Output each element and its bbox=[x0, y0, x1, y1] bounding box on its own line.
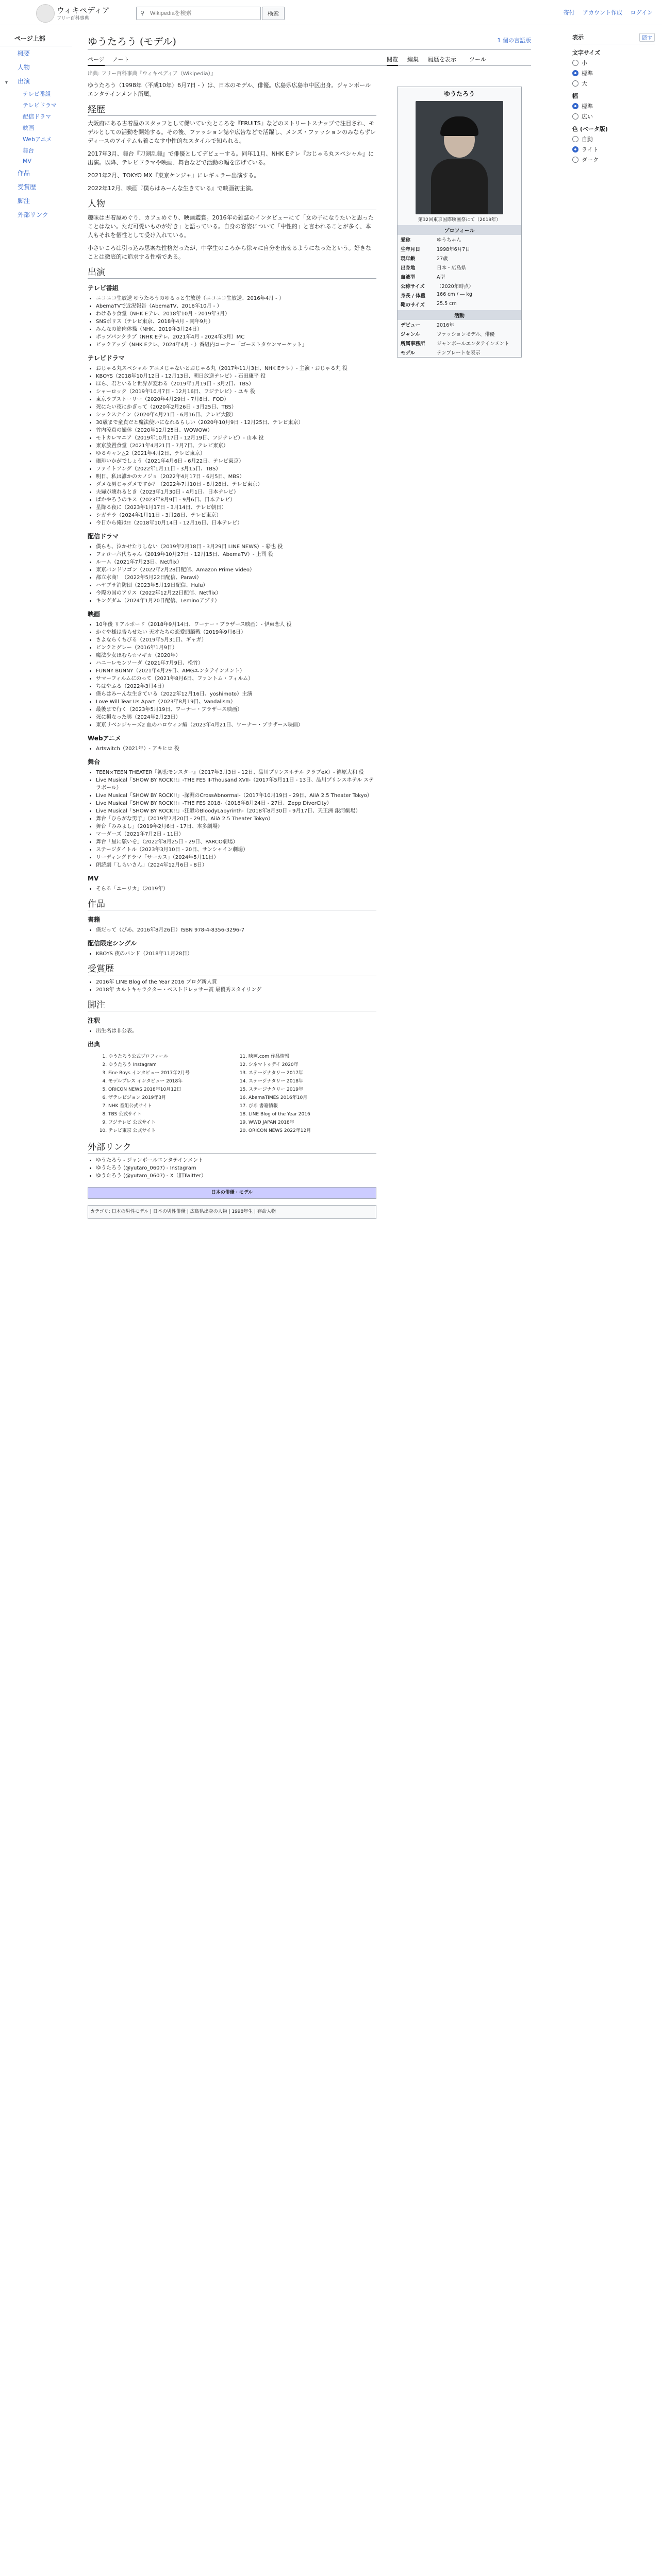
person-p2: 小さいころは引っ込み思案な性格だったが、中学生のころから徐々に自分を出せるようになったという。好きなことは徹底的に追求する性格である。 bbox=[88, 245, 371, 260]
infobox-row: 所属事務所 ジャンポールエンタテインメント bbox=[401, 341, 509, 347]
list-item: • KBOYS 夜のバンド（2018年11月28日） bbox=[96, 950, 376, 958]
category-bar[interactable]: カテゴリ: 日本の男性モデル | 日本の男性俳優 | 広島県出身の人物 | 1998年生 | 存命人物 bbox=[88, 1205, 376, 1219]
header bbox=[0, 0, 662, 25]
infobox-career-rows bbox=[398, 320, 521, 357]
toc-item-awards[interactable]: 受賞歴 bbox=[18, 183, 37, 191]
stream-list bbox=[88, 543, 376, 605]
tab-tools[interactable]: ツール bbox=[469, 56, 486, 63]
list-item: 13. ステージナタリー 2017年 bbox=[249, 1070, 376, 1077]
list-item: • かぐや様は告らせたい 天才たちの恋愛頭脳戦（2019年9月6日） bbox=[96, 629, 376, 636]
list-item: • 30歳まで童貞だと魔法使いになれるらしい（2020年10月9日 - 12月25日、テレビ東京） bbox=[96, 419, 376, 427]
toc-sub-mv[interactable]: MV bbox=[23, 158, 32, 164]
wikipedia-logo[interactable] bbox=[36, 4, 55, 23]
photo-caption: 第32回東京国際映画祭にて（2019年） bbox=[418, 217, 501, 223]
appearance-header bbox=[572, 31, 655, 44]
list-item: • Artswitch（2021年）- アキヒロ 役 bbox=[96, 745, 376, 753]
list-item: • ほら、君といると世界が変わる（2019年1月19日 - 3月2日、TBS） bbox=[96, 380, 376, 388]
list-item: • Live Musical「SHOW BY ROCK!!」-狂騒のBloodyLabyrinth-（2018年8月30日 - 9月17日、天王洲 銀河劇場） bbox=[96, 807, 376, 815]
list-item: • 2018年 カルトキャラクター・ベストドレッサー賞 最優秀スタイリング bbox=[96, 986, 376, 994]
heading-stream: 配信ドラマ bbox=[88, 533, 119, 540]
list-item: • 東京バンドワゴン（2022年2月28日配信、Amazon Prime Video） bbox=[96, 566, 376, 574]
toc-heading[interactable]: ページ上部 bbox=[0, 31, 72, 46]
list-item: • モトカレマニア（2019年10月17日 - 12月19日、フジテレビ）- 山本 役 bbox=[96, 434, 376, 442]
list-item: 2. ゆうたろう Instagram bbox=[108, 1062, 236, 1069]
movie-list bbox=[88, 621, 376, 729]
color-auto[interactable]: 自動 bbox=[572, 135, 655, 143]
list-item: 20. ORICON NEWS 2022年12月 bbox=[249, 1128, 376, 1134]
list-item: • シャーロック（2019年10月7日 - 12月16日、フジテレビ）- ユキ 役 bbox=[96, 388, 376, 396]
summary-p4: 2022年12月、映画『僕らはみーんな生きている』で映画初主演。 bbox=[88, 185, 257, 192]
list-item: • Live Musical「SHOW BY ROCK!!」-深淵のCrossAbnormal-（2017年10月19日 - 29日、AiiA 2.5 Theater Tokyo） bbox=[96, 792, 376, 800]
list-item: • リーディングドラマ「サーカス」（2024年5月11日） bbox=[96, 854, 376, 861]
infobox-row: 現年齢 27歳 bbox=[401, 256, 448, 262]
toc-item-person[interactable]: 人物 bbox=[18, 64, 30, 71]
infobox-row: モデル テンプレートを表示 bbox=[401, 350, 481, 356]
book-list bbox=[88, 926, 376, 934]
tab-edit[interactable]: 編集 bbox=[407, 56, 419, 63]
list-item: • 東京リベンジャーズ2 血のハロウィン編（2023年4月21日、ワーナー・ブラザース映画） bbox=[96, 721, 376, 729]
hide-button[interactable]: 隠す bbox=[639, 33, 655, 42]
tab-talk[interactable]: ノート bbox=[112, 56, 129, 63]
infobox-row: 生年月日 1998年6月7日 bbox=[401, 247, 470, 252]
list-item: 11. 映画.com 作品情報 bbox=[249, 1054, 376, 1060]
list-item: 17. ぴあ 書籍情報 bbox=[249, 1103, 376, 1110]
tagline: 出典: フリー百科事典『ウィキペディア（Wikipedia）』 bbox=[88, 71, 216, 77]
list-item: • わけあり食堂（NHK Eテレ、2018年10月 - 2019年3月） bbox=[96, 310, 376, 318]
infobox bbox=[397, 87, 522, 358]
list-item: 6. ザテレビジョン 2019年3月 bbox=[108, 1095, 236, 1101]
summary-p1: 大阪府にある古着屋のスタッフとして働いていたところを『FRUiTS』などのストリートスナップで注目され、モデルとしての活動を開始する。その後、ファッション誌や広告などで活躍し、メンズ・ファッションのみならずレディースのアイテムも着こなす中性的なスタイルで知られる。 bbox=[88, 120, 376, 144]
create-account-link[interactable]: アカウント作成 bbox=[583, 9, 623, 16]
summary-p3: 2021年2月、TOKYO MX『東京ケンジャ』にレギュラー出演する。 bbox=[88, 172, 260, 179]
list-item: • 明日、私は誰かのカノジョ（2022年4月17日 - 6月5日、MBS） bbox=[96, 473, 376, 481]
search-input[interactable] bbox=[137, 7, 259, 20]
list-item: • 僕らはみーんな生きている（2022年12月16日、yoshimoto）主演 bbox=[96, 690, 376, 698]
infobox-row: 靴のサイズ 25.5 cm bbox=[401, 301, 457, 308]
list-item: 4. モデルプレス インタビュー 2018年 bbox=[108, 1078, 236, 1085]
list-item: • SNSポリス（テレビ東京、2018年4月 - 同年9月） bbox=[96, 318, 376, 326]
list-item: • ファイトソング（2022年1月11日 - 3月15日、TBS） bbox=[96, 465, 376, 473]
drama-list bbox=[88, 365, 376, 527]
infobox-row: デビュー 2016年 bbox=[401, 323, 454, 328]
list-item: • 珈琲いかがでしょう（2021年4月6日 - 6月22日、テレビ東京） bbox=[96, 457, 376, 465]
donate-link[interactable]: 寄付 bbox=[563, 9, 575, 16]
login-link[interactable]: ログイン bbox=[630, 9, 653, 16]
title-row bbox=[88, 31, 531, 50]
list-item: • みんなの筋肉体操（NHK、2019年3月24日） bbox=[96, 326, 376, 333]
list-item: • 僕だって（ぴあ、2016年8月26日）ISBN 978-4-8356-3296-7 bbox=[96, 926, 376, 934]
list-item: • ルーム（2021年7月23日、Netflix） bbox=[96, 558, 376, 566]
intro-paragraph: ゆうたろう（1998年〈平成10年〉6月7日 - ）は、日本のモデル、俳優。広島県広島市中区出身。ジャンポールエンタテインメント所属。 bbox=[88, 82, 371, 97]
toc-item-links[interactable]: 外部リンク bbox=[18, 211, 48, 218]
search-box bbox=[136, 7, 261, 20]
list-item: • 夫婦が壊れるとき（2023年1月30日 - 4月1日、日本テレビ） bbox=[96, 488, 376, 496]
list-item: • 最後まで行く（2023年5月19日、ワーナー・ブラザース映画） bbox=[96, 706, 376, 714]
toc-sub-stage[interactable]: 舞台 bbox=[23, 147, 34, 154]
toc-sub-anime[interactable]: Webアニメ bbox=[23, 136, 52, 143]
heading-single: 配信限定シングル bbox=[88, 940, 137, 947]
list-item: • 2016年 LINE Blog of the Year 2016 ブログ新人賞 bbox=[96, 978, 376, 986]
mv-list bbox=[88, 885, 376, 893]
toc-sub-drama[interactable]: テレビドラマ bbox=[23, 102, 57, 109]
list-item: • 僕らも、泣かせたりしない（2019年2月18日 - 3月29日 LINE NEWS）- 彩也 役 bbox=[96, 543, 376, 551]
navbox-title[interactable]: 日本の俳優・モデル bbox=[88, 1188, 376, 1198]
text-size-large[interactable]: 大 bbox=[572, 79, 655, 88]
list-item: • ポップパンクラブ（NHK Eテレ、2021年4月 - 2024年3月）MC bbox=[96, 333, 376, 341]
infobox-row: 愛称 ゆうちゃん bbox=[401, 238, 461, 243]
list-item: • 東京放置食堂（2021年4月21日 - 7月7日、テレビ東京） bbox=[96, 442, 376, 450]
heading-movie: 映画 bbox=[88, 611, 101, 618]
list-item: • 今際の国のアリス（2022年12月22日配信、Netflix） bbox=[96, 589, 376, 597]
list-item: • ハニーレモンソーダ（2021年7月9日、松竹） bbox=[96, 659, 376, 667]
profile-photo[interactable] bbox=[416, 101, 503, 214]
site-sub: フリー百科事典 bbox=[57, 16, 89, 21]
infobox-rows bbox=[398, 235, 521, 309]
list-item: • KBOYS（2018年10月12日 - 12月13日、朝日放送テレビ）- 石田康平 役 bbox=[96, 372, 376, 380]
heading-awards: 受賞歴 bbox=[88, 965, 376, 975]
article-body bbox=[88, 81, 376, 1219]
toc-item-appear[interactable] bbox=[0, 74, 72, 88]
list-item: • TEEN×TEEN THEATER『初恋モンスター』（2017年3月3日 - 12日、品川プリンスホテル クラブeX）- 篠原大和 役 bbox=[96, 769, 376, 776]
list-item: 3. Fine Boys インタビュー 2017年2月号 bbox=[108, 1070, 236, 1077]
user-links bbox=[557, 8, 653, 16]
tab-page[interactable]: ページ bbox=[88, 55, 105, 66]
infobox-section-career: 活動 bbox=[398, 310, 521, 320]
list-item: 7. NHK 番組公式サイト bbox=[108, 1103, 236, 1110]
tab-read[interactable]: 閲覧 bbox=[387, 55, 398, 66]
list-item: • マーダーズ（2021年7月2日 - 11日） bbox=[96, 831, 376, 838]
list-item: 18. LINE Blog of the Year 2016 bbox=[249, 1111, 376, 1118]
list-item: • ニコニコ生放送 ゆうたろうのゆるっと生放送（ニコニコ生放送、2016年4月 - ） bbox=[96, 295, 376, 302]
list-item: • サマーフィルムにのって（2021年8月6日、ファントム・フィルム） bbox=[96, 675, 376, 683]
list-item: • 舞台「みみよし」（2019年2月6日 - 17日、本多劇場） bbox=[96, 823, 376, 831]
list-item: 8. TBS 公式サイト bbox=[108, 1111, 236, 1118]
list-item: • おじゃる丸スペシャル アニメじゃないとおじゃる丸（2017年11月3日、NHK Eテレ）- 主演・おじゃる丸 役 bbox=[96, 365, 376, 372]
heading-drama: テレビドラマ bbox=[88, 354, 125, 362]
references-list bbox=[88, 1054, 376, 1136]
list-item: • ゆうたろう (@yutaro_0607) - X（旧Twitter） bbox=[96, 1172, 376, 1180]
search-icon: ⚲ bbox=[140, 10, 145, 16]
heading-note-sub: 注釈 bbox=[88, 1017, 101, 1024]
width-standard[interactable]: 標準 bbox=[572, 102, 655, 110]
page-tabs bbox=[88, 52, 531, 66]
list-item: • さよならくちびる（2019年5月31日、ギャガ） bbox=[96, 636, 376, 644]
heading-works: 作品 bbox=[88, 900, 376, 910]
color-dark[interactable]: ダーク bbox=[572, 156, 655, 164]
appearance-title: 表示 bbox=[572, 34, 584, 41]
language-button[interactable]: 1 個の言語版 bbox=[497, 37, 531, 44]
list-item: • 舞台「ひらがな男子」（2019年7月20日 - 29日、AiiA 2.5 Theater Tokyo） bbox=[96, 815, 376, 823]
list-item: • 都立水商！（2022年5月22日配信、Paravi） bbox=[96, 574, 376, 582]
list-item: • キングダム（2024年1月20日配信、Leminoアプリ） bbox=[96, 597, 376, 605]
list-item: 19. WWD JAPAN 2018年 bbox=[249, 1120, 376, 1126]
search-button[interactable]: 検索 bbox=[262, 7, 285, 20]
toc-item-summary[interactable]: 概要 bbox=[18, 50, 30, 57]
toc-item-works[interactable]: 作品 bbox=[18, 170, 30, 177]
list-item: • シックスナイン（2020年4月21日 - 6月16日、テレビ大阪） bbox=[96, 411, 376, 419]
list-item: • 出生名は非公表。 bbox=[96, 1027, 376, 1035]
list-item: • ゆるキャン△2（2021年4月2日、テレビ東京） bbox=[96, 450, 376, 457]
infobox-title: ゆうたろう bbox=[443, 90, 475, 97]
infobox-row: 身長 / 体重 166 cm / ― kg bbox=[401, 292, 472, 299]
list-item: • ゆうたろう (@yutaro_0607) - Instagram bbox=[96, 1164, 376, 1172]
list-item: • 星降る夜に（2023年1月17日 - 3月14日、テレビ朝日） bbox=[96, 504, 376, 512]
list-item: • 東京ラブストーリー（2020年4月29日 - 7月8日、FOD） bbox=[96, 396, 376, 403]
width-label: 幅 bbox=[572, 93, 578, 99]
list-item: • シガテラ（2024年1月11日 - 3月28日、テレビ東京） bbox=[96, 512, 376, 519]
list-item: • ゆうたろう - ジャンポールエンタテインメント bbox=[96, 1157, 376, 1164]
color-label: 色 (ベータ版) bbox=[572, 126, 608, 132]
main-content bbox=[88, 31, 531, 1219]
text-size-label: 文字サイズ bbox=[572, 49, 601, 56]
list-item: • Love Will Tear Us Apart（2023年8月19日、Vandalism） bbox=[96, 698, 376, 706]
list-item: 5. ORICON NEWS 2018年10月12日 bbox=[108, 1087, 236, 1093]
chevron-down-icon[interactable]: ▾ bbox=[5, 80, 8, 86]
infobox-row: ジャンル ファッションモデル、俳優 bbox=[401, 332, 495, 337]
list-item: • ピックアップ（NHK Eテレ、2024年4月 - ）番組内コーナー「ゴーストタウンマーケット」 bbox=[96, 341, 376, 349]
list-item: 14. ステージナタリー 2018年 bbox=[249, 1078, 376, 1085]
text-size-standard[interactable]: 標準 bbox=[572, 69, 655, 77]
heading-stage: 舞台 bbox=[88, 758, 101, 766]
page-title: ゆうたろう (モデル) bbox=[88, 36, 176, 47]
summary-p2: 2017年3月、舞台『刀剣乱舞』で俳優としてデビューする。同年11月、NHK Eテレ『おじゃる丸スペシャル』に出演。以降、テレビドラマや映画、舞台などで活動の幅を広げている。 bbox=[88, 150, 374, 166]
heading-mv: MV bbox=[88, 875, 99, 882]
list-item: • FUNNY BUNNY（2021年4月29日、AMGエンタテインメント） bbox=[96, 667, 376, 675]
list-item: 9. フジテレビ 公式サイト bbox=[108, 1120, 236, 1126]
notes-list bbox=[88, 1027, 376, 1035]
tab-history[interactable]: 履歴を表示 bbox=[428, 56, 456, 63]
list-item: • 魔法少女ほむら☆マギカ（2020年） bbox=[96, 652, 376, 659]
tv-list bbox=[88, 295, 376, 349]
heading-source: 出典 bbox=[88, 1041, 101, 1048]
single-list bbox=[88, 950, 376, 958]
heading-summary: 経歴 bbox=[88, 106, 376, 116]
toc-sub-tv[interactable]: テレビ番組 bbox=[23, 91, 51, 97]
infobox-section-profile: プロフィール bbox=[398, 225, 521, 235]
list-item: • 10年後 リアルボード（2018年9月14日、ワーナー・ブラザース映画）- 伊東恋人 役 bbox=[96, 621, 376, 629]
list-item: • ちはやふる（2022年3月4日） bbox=[96, 683, 376, 690]
list-item: • Live Musical「SHOW BY ROCK!!」-THE FES II-Thousand XVII-（2017年5月11日 - 13日、品川プリンスホテル ステラボール） bbox=[96, 776, 376, 792]
appearance-panel bbox=[572, 31, 655, 166]
heading-person: 人物 bbox=[88, 200, 376, 210]
list-item: • 竹内涼真の撮休（2020年12月25日、WOWOW） bbox=[96, 427, 376, 434]
infobox-row: 出身地 日本・広島県 bbox=[401, 265, 467, 271]
toc-item-notes[interactable]: 脚注 bbox=[18, 197, 30, 205]
list-item: 12. シネマトゥデイ 2020年 bbox=[249, 1062, 376, 1069]
list-item: 15. ステージナタリー 2019年 bbox=[249, 1087, 376, 1093]
stage-list bbox=[88, 769, 376, 869]
list-item: • Live Musical「SHOW BY ROCK!!」-THE FES 2018-（2018年8月24日 - 27日、Zepp DiverCity） bbox=[96, 800, 376, 807]
heading-links: 外部リンク bbox=[88, 1143, 376, 1154]
list-item: • ピンクとグレー（2016年1月9日） bbox=[96, 644, 376, 652]
toc-sub-stream[interactable]: 配信ドラマ bbox=[23, 113, 51, 120]
infobox-row: 公称サイズ （2020年時点） bbox=[401, 284, 474, 290]
toc-sidebar bbox=[0, 31, 72, 222]
width-wide[interactable]: 広い bbox=[572, 112, 655, 121]
list-item: • AbemaTVで近況報告（AbemaTV、2016年10月 - ） bbox=[96, 302, 376, 310]
list-item: • 死にたい夜にかぎって（2020年2月26日 - 3月25日、TBS） bbox=[96, 403, 376, 411]
list-item: 10. テレビ東京 公式サイト bbox=[108, 1128, 236, 1134]
navbox bbox=[88, 1187, 376, 1199]
toc-item-appear-label: 出演 bbox=[18, 78, 30, 85]
list-item: • 朗読劇「しらいさん」（2024年12月6日 - 8日） bbox=[96, 861, 376, 869]
anime-list bbox=[88, 745, 376, 753]
list-item: • ステージタイトル（2023年3月10日 - 20日、サンシャイン劇場） bbox=[96, 846, 376, 854]
list-item: 1. ゆうたろう公式プロフィール bbox=[108, 1054, 236, 1060]
list-item: 16. AbemaTIMES 2016年10月 bbox=[249, 1095, 376, 1101]
text-size-small[interactable]: 小 bbox=[572, 59, 655, 67]
heading-appear: 出演 bbox=[88, 268, 376, 279]
external-links-list bbox=[88, 1157, 376, 1180]
toc-sub-movie[interactable]: 映画 bbox=[23, 125, 34, 131]
heading-tv: テレビ番組 bbox=[88, 284, 119, 292]
infobox-row: 血液型 A型 bbox=[401, 275, 445, 280]
list-item: • 死に損なった男（2024年2月23日） bbox=[96, 714, 376, 721]
list-item: • 今日から俺は!!（2018年10月14日 - 12月16日、日本テレビ） bbox=[96, 519, 376, 527]
awards-list bbox=[88, 978, 376, 994]
list-item: • 舞台「星に願いを」（2022年8月25日 - 29日、PARCO劇場） bbox=[96, 838, 376, 846]
site-name[interactable]: ウィキペディア bbox=[57, 6, 110, 15]
person-p1: 趣味は古着屋めぐり、カフェめぐり、映画鑑賞。2016年の雑誌のインタビューにて「女の子になりたいと思ったことはない。ただ可愛いものが好き」と語っている。自身の容姿について「中性的」と言われることが多く、本人もそれを個性として受け入れている。 bbox=[88, 214, 374, 239]
heading-anime: Webアニメ bbox=[88, 735, 121, 742]
list-item: • ばかやろうのキス（2023年8月9日 - 9月6日、日本テレビ） bbox=[96, 496, 376, 504]
heading-book: 書籍 bbox=[88, 916, 101, 923]
color-light[interactable]: ライト bbox=[572, 145, 655, 154]
list-item: • ハヤブサ消防団（2023年5月19日配信、Hulu） bbox=[96, 582, 376, 589]
list-item: • そらる「ユーリカ」（2019年） bbox=[96, 885, 376, 893]
list-item: • ダメな男じゃダメですか？（2022年7月10日 - 8月28日、テレビ東京） bbox=[96, 481, 376, 488]
heading-notes: 脚注 bbox=[88, 1001, 376, 1011]
list-item: • フォロー六代ちゃん（2019年10月27日 - 12月15日、AbemaTV）- 上司 役 bbox=[96, 551, 376, 558]
